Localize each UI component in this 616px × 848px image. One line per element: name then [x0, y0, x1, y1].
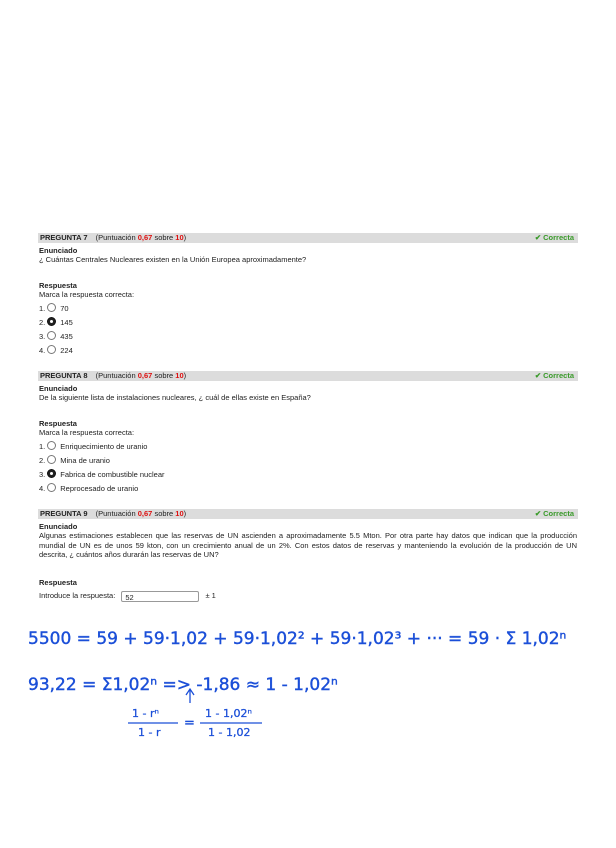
fraction-denominator-left: 1 - r — [138, 726, 161, 739]
enunciado-text: ¿ Cuántas Centrales Nucleares existen en la Unión Europea aproximadamente? — [39, 255, 307, 264]
radio-button-selected[interactable] — [47, 469, 56, 478]
radio-button[interactable] — [47, 483, 56, 492]
enunciado-text: De la siguiente lista de instalaciones nucleares, ¿ cuál de ellas existe en España? — [39, 393, 311, 402]
option-2[interactable]: 2. Mina de uranio — [39, 456, 110, 465]
question-8-header — [38, 371, 578, 381]
answer-label: Introduce la respuesta: — [39, 591, 116, 600]
checkmark-icon: ✔ — [534, 371, 542, 380]
status-badge: ✔ Correcta — [534, 233, 574, 242]
respuesta-heading: Respuesta — [39, 578, 77, 587]
radio-button[interactable] — [47, 441, 56, 450]
handwritten-equation-2: 93,22 = Σ1,02ⁿ => -1,86 ≈ 1 - 1,02ⁿ — [28, 675, 338, 695]
radio-button[interactable] — [47, 455, 56, 464]
question-number: PREGUNTA 8 — [40, 371, 88, 380]
question-8-answer — [39, 419, 134, 437]
respuesta-heading: Respuesta — [39, 419, 77, 428]
fraction-numerator-right: 1 - 1,02ⁿ — [205, 707, 252, 720]
option-3[interactable]: 3. Fabrica de combustible nuclear — [39, 470, 165, 479]
option-3[interactable]: 3. 435 — [39, 332, 73, 341]
enunciado-heading: Enunciado — [39, 246, 78, 255]
equals-sign: = — [184, 716, 195, 731]
question-7-statement — [39, 246, 306, 264]
status-badge: ✔ Correcta — [534, 371, 574, 380]
checkmark-icon: ✔ — [534, 233, 542, 242]
respuesta-heading: Respuesta — [39, 281, 77, 290]
enunciado-heading: Enunciado — [39, 522, 78, 531]
question-score: (Puntuación 0,67 sobre 10) — [95, 509, 187, 518]
handwritten-equation-1: 5500 = 59 + 59·1,02 + 59·1,02² + 59·1,02³ + ··· = 59 · Σ 1,02ⁿ — [28, 629, 567, 649]
question-9-statement-heading — [39, 522, 77, 531]
question-number: PREGUNTA 7 — [40, 233, 88, 242]
answer-tolerance: ± 1 — [205, 591, 216, 600]
enunciado-heading: Enunciado — [39, 384, 78, 393]
enunciado-text: Algunas estimaciones establecen que las reservas de UN ascienden a aproximadamente 5.5 Mton. Por otra parte hay datos que indican que la producción mundial de UN es de unos 59 kton, con un crecimiento anual de un 2%. Con estos datos de reservas y manteniendo la evolución de la producción de UN descrita, ¿ cuántos años durarán las reservas de UN? — [39, 531, 577, 559]
question-9-answer-heading — [39, 578, 77, 587]
fraction-denominator-right: 1 - 1,02 — [208, 726, 251, 739]
option-2[interactable]: 2. 145 — [39, 318, 73, 327]
radio-button[interactable] — [47, 303, 56, 312]
question-7-answer — [39, 281, 134, 299]
question-score: (Puntuación 0,67 sobre 10) — [95, 371, 187, 380]
status-badge: ✔ Correcta — [534, 509, 574, 518]
answer-instruction: Marca la respuesta correcta: — [39, 428, 135, 437]
option-1[interactable]: 1. 70 — [39, 304, 69, 313]
answer-input[interactable]: 52 — [121, 591, 199, 602]
question-8-statement — [39, 384, 311, 402]
radio-button[interactable] — [47, 331, 56, 340]
option-4[interactable]: 4. 224 — [39, 346, 73, 355]
checkmark-icon: ✔ — [534, 509, 542, 518]
question-score: (Puntuación 0,67 sobre 10) — [95, 233, 187, 242]
option-1[interactable]: 1. Enriquecimiento de uranio — [39, 442, 148, 451]
radio-button[interactable] — [47, 345, 56, 354]
question-7-header — [38, 233, 578, 243]
answer-instruction: Marca la respuesta correcta: — [39, 290, 135, 299]
handwritten-notes — [0, 600, 616, 750]
option-4[interactable]: 4. Reprocesado de uranio — [39, 484, 139, 493]
question-number: PREGUNTA 9 — [40, 509, 88, 518]
fraction-numerator-left: 1 - rⁿ — [132, 707, 159, 720]
question-9-header — [38, 509, 578, 519]
radio-button-selected[interactable] — [47, 317, 56, 326]
